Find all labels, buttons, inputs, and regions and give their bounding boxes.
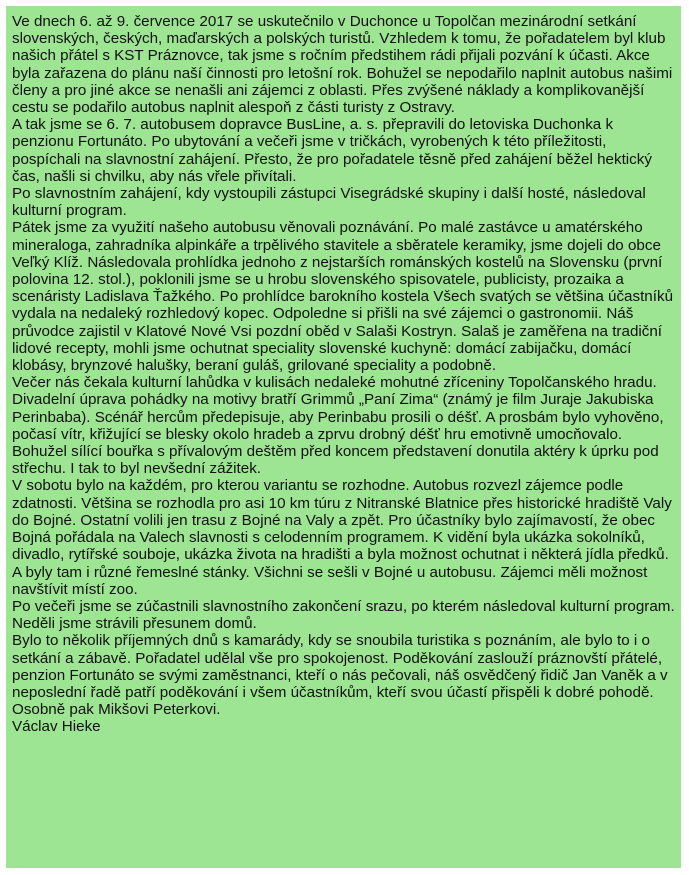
- author-signature: Václav Hieke: [12, 718, 101, 736]
- paragraph-evening: Večer nás čekala kulturní lahůdka v kulisách nedaleké mohutné zříceniny Topolčanského hradu. Divadelní úprava pohádky na motivy bratří Grimmů „Paní Zima“ (známý je film Juraje Jakubiska Perinbaba). Scénář hercům předepisuje, aby Perinbabu prosili o déšť. A prosbám bylo vyhověno, počasí vítr, křižující se blesky okolo hradeb a zprvu drobný déšť hru emotivně umocňovalo. Bohužel sílící bouřka s přívalovým deštěm před koncem představení donutila aktéry k úprku pod střechu. I tak to byl nevšední zážitek.: [12, 374, 664, 478]
- paragraph-intro: Ve dnech 6. až 9. července 2017 se uskutečnilo v Duchonce u Topolčan mezinárodní setkání slovenských, českých, maďarských a polských turistů. Vzhledem k tomu, že pořadatelem byl klub našich přátel s KST Práznovce, tak jsme s ročním předstihem rádi přijali pozvání k účasti. Akce byla zařazena do plánu naší činnosti pro letošní rok. Bohužel se nepodařilo naplnit autobus našimi členy a pro jiné akce se nenašli ani zájemci z oblasti. Přes zvýšené náklady a komplikovanější cestu se podařilo autobus naplnit alespoň z části turisty z Ostravy.: [12, 13, 673, 117]
- article-body: [12, 13, 676, 736]
- paragraph-opening: Po slavnostním zahájení, kdy vystoupili zástupci Visegrádské skupiny i další hosté, následoval kulturní program.: [12, 185, 646, 220]
- paragraph-sunday: Neděli jsme strávili přesunem domů.: [12, 615, 257, 633]
- paragraph-friday: Pátek jsme za využití našeho autobusu věnovali poznávání. Po malé zastávce u amatérského mineraloga, zahradníka alpinkáře a trpělivého stavitele a sběratele keramiky, jsme dojeli do obce Veľký Klíž. Následovala prohlídka jednoho z nejstarších románských kostelů na Slovensku (první polovina 12. stol.), poklonili jsme se u hrobu slovenského spisovatele, publicisty, prozaika a scenáristy Ladislava Ťažkého. Po prohlídce barokního kostela Všech svatých se většina účastníků vydala na nedaleký rozhledový kopec. Odpoledne si přišli na své zájemci o gastronomii. Náš průvodce zajistil v Klatové Nové Vsi pozdní oběd v Salaši Kostryn. Salaš je zaměřena na tradiční lidové recepty, mohli jsme ochutnat speciality slovenské kuchyně: domácí zabijačku, domácí klobásy, brynzové halušky, beraní guláš, grilované speciality a podobně.: [12, 219, 674, 375]
- paragraph-arrival: A tak jsme se 6. 7. autobusem dopravce BusLine, a. s. přepravili do letoviska Duchonka k penzionu Fortunáto. Po ubytování a večeři jsme v tričkách, vyrobených k této příležitosti, pospíchali na slavnostní zahájení. Přesto, že pro pořadatele těsně před zahájení běžel hektický čas, našli si chvilku, aby nás vřele přivítali.: [12, 116, 652, 185]
- article-panel: [6, 6, 681, 868]
- paragraph-saturday: V sobotu bylo na každém, pro kterou variantu se rozhodne. Autobus rozvezl zájemce podle zdatnosti. Většina se rozhodla pro asi 10 km túru z Nitranské Blatnice přes historické hradiště Valy do Bojné. Ostatní volili jen trasu z Bojné na Valy a zpět. Pro účastníky bylo zajímavostí, že obec Bojná pořádala na Valech slavnosti s celodenním programem. K vidění byla ukázka sokolníků, divadlo, rytířské souboje, ukázka života na hradišti a byla možnost ochutnat i některá jídla předků. A byly tam i různé řemeslné stánky. Všichni se sešli v Bojné u autobusu. Zájemci měli možnost navštívit místí zoo.: [12, 477, 672, 598]
- paragraph-thanks: Bylo to několik příjemných dnů s kamarády, kdy se snoubila turistika s poznáním, ale bylo to i o setkání a zábavě. Pořadatel udělal vše pro spokojenost. Poděkování zaslouží práznovští přátelé, penzion Fortunáto se svými zaměstnanci, kteří o nás pečovali, náš osvědčený řidič Jan Vaněk a v neposlední řadě patří poděkování i všem účastníkům, kteří svou účastí přispěli k dobré pohodě. Osobně pak Mikšovi Peterkovi.: [12, 632, 668, 719]
- paragraph-closing: Po večeři jsme se zúčastnili slavnostního zakončení srazu, po kterém následoval kulturní program.: [12, 597, 675, 615]
